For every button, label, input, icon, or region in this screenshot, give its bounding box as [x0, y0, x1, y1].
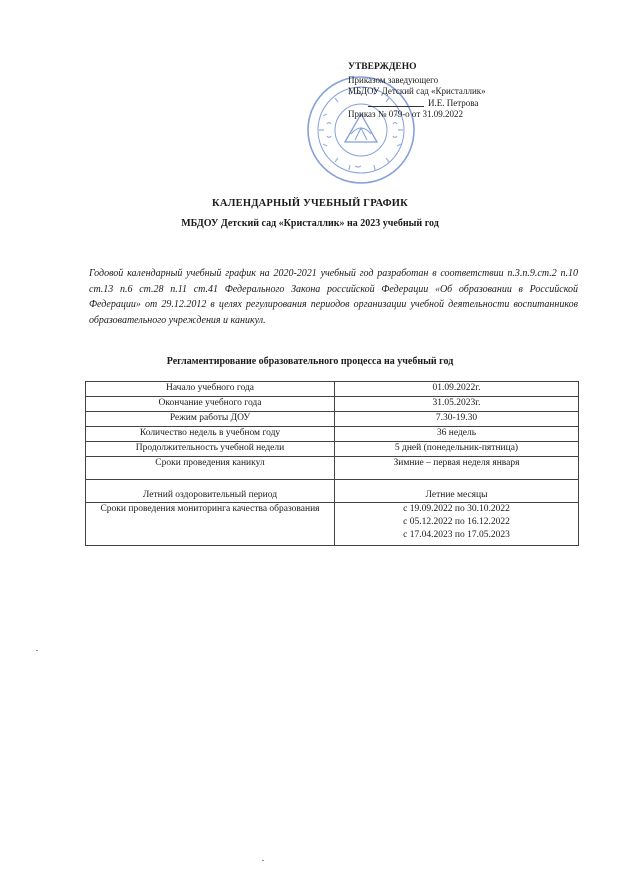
signature-row — [348, 98, 588, 110]
row-value: 5 дней (понедельник-пятница) — [335, 442, 579, 457]
document-subtitle: МБДОУ Детский сад «Кристаллик» на 2023 учебный год — [181, 218, 439, 229]
row-label: Сроки проведения каникул — [86, 457, 335, 480]
row-label: Количество недель в учебном году — [86, 427, 335, 442]
signature-line — [368, 106, 424, 107]
row-label: Начало учебного года — [86, 382, 335, 397]
monitoring-period: с 17.04.2023 по 17.05.2023 — [403, 530, 510, 540]
row-value: Зимние – первая неделя января — [335, 457, 579, 480]
table-row — [86, 427, 579, 442]
approval-title: УТВЕРЖДЕНО — [348, 62, 417, 72]
row-value: Летние месяцы — [335, 480, 579, 503]
row-label: Окончание учебного года — [86, 397, 335, 412]
row-label: Летний оздоровительный период — [86, 480, 335, 503]
table-row — [86, 412, 579, 427]
table-row — [86, 442, 579, 457]
row-value-list — [335, 503, 579, 546]
approval-line-2: МБДОУ Детский сад «Кристаллик» — [348, 86, 486, 96]
table-row — [86, 397, 579, 412]
table-row — [86, 457, 579, 480]
monitoring-period: с 19.09.2022 по 30.10.2022 — [403, 504, 510, 514]
table-row — [86, 503, 579, 546]
row-label: Продолжительность учебной недели — [86, 442, 335, 457]
scan-speck — [262, 860, 264, 861]
signatory-name: И.Е. Петрова — [428, 97, 479, 108]
table-row — [86, 480, 579, 503]
row-label: Режим работы ДОУ — [86, 412, 335, 427]
row-value: 36 недель — [335, 427, 579, 442]
row-label: Сроки проведения мониторинга качества образования — [86, 503, 335, 546]
document-title: КАЛЕНДАРНЫЙ УЧЕБНЫЙ ГРАФИК — [212, 198, 408, 209]
schedule-table — [85, 381, 579, 546]
approval-order: Приказ № 079-о от 31.09.2022 — [348, 109, 464, 119]
table-row — [86, 382, 579, 397]
row-value: 7.30-19.30 — [335, 412, 579, 427]
monitoring-period: с 05.12.2022 по 16.12.2022 — [403, 517, 510, 527]
row-value: 31.05.2023г. — [335, 397, 579, 412]
row-value: 01.09.2022г. — [335, 382, 579, 397]
section-title: Регламентирование образовательного процесса на учебный год — [166, 356, 454, 367]
intro-paragraph: Годовой календарный учебный график на 2020-2021 учебный год разработан в соответствии п.3.п.9.ст.2 п.10 ст.13 п.6 ст.28 п.11 ст.41 Федерального Закона российской Федерации «Об образовании в Российской Федерации» от 29.12.2012 в целях регулирования периодов организации учебной деятельности воспитанников образовательного учреждения и каникул. — [89, 268, 578, 326]
scan-speck — [36, 650, 38, 651]
approval-block — [348, 62, 588, 121]
approval-line-1: Приказом заведующего — [348, 74, 439, 85]
